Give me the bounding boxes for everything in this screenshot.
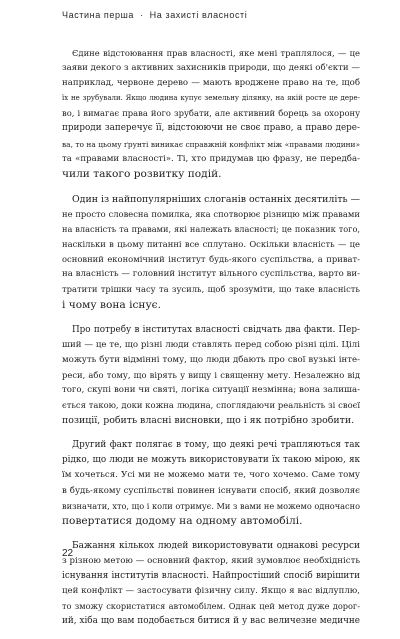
text-line: ва, то на цьому ґрунті виникає справжній конфлікт між «правами людини» — [62, 139, 360, 149]
page-number: 22 — [62, 548, 74, 559]
text-line: наскільки в цьому питанні все сплутано. Оскільки власність — це — [62, 239, 360, 250]
text-line: визначати, хто, що і коли отримує. Ми з вами не можемо одночасно — [62, 500, 360, 511]
text-line: во, і вимагає права його зрубати, але активний борець за охорону — [62, 108, 360, 119]
text-line: їх не зрубували. Якщо людина купує земельну ділянку, на якій росте це дере- — [62, 94, 360, 103]
text-line: з різною метою — основний фактор, який зумовлює необхідність — [62, 555, 360, 566]
text-line: Другий факт полягає в тому, що деякі речі трапляються так — [72, 440, 360, 451]
text-line: того, скупі вони чи святі, логіка ситуації незмінна; вона залиша- — [62, 384, 360, 395]
text-line: Один із найпопулярніших слоганів останніх десятиліть — — [72, 193, 360, 205]
paragraph — [62, 438, 360, 529]
text-line: цей конфлікт — застосувати фізичну силу. Якщо я вас відлуплю, — [62, 586, 360, 597]
text-line: ється такою, доки кожна людина, споглядаючи реальність зі своєї — [62, 400, 360, 411]
text-line: основний економічний інститут будь-якого суспільства, а приват- — [62, 254, 360, 265]
text-line: повертатися додому на одному автомобілі. — [62, 514, 303, 527]
text-line: природи заперечує її, відстоюючи не своє право, а право дере- — [62, 123, 360, 134]
text-line: їм хочеться. Усі ми не можемо мати те, чого хочемо. Саме тому — [62, 470, 360, 481]
text-line: ий, хіба що вам подобається битися й у вас величезне медичне — [62, 616, 360, 627]
running-head — [62, 10, 247, 20]
running-head-chapter: На захисті власності — [149, 10, 248, 20]
text-line: в будь-якому суспільстві повинен існувати спосіб, який дозволяє — [62, 485, 360, 496]
paragraph — [62, 323, 360, 429]
text-line: то зможу скористатися автомобілем. Однак цей метод дуже дорог- — [62, 601, 360, 612]
text-line: позиції, робить власні висновки, що і як потрібно зробити. — [62, 415, 355, 427]
text-line: наприклад, червоне дерево — мають вроджене право на те, щоб — [62, 78, 360, 89]
paragraph — [62, 46, 360, 182]
text-line: можуть бути відмінні тому, що люди дбають про свої вузькі інте- — [62, 354, 360, 365]
running-head-separator: · — [140, 10, 144, 20]
running-head-part: Частина перша — [62, 10, 135, 20]
text-line: Єдине відстоювання прав власності, яке мені траплялося, — це — [72, 48, 360, 58]
text-line: чили такого розвитку подій. — [62, 167, 222, 180]
text-line: і чому вона існує. — [62, 298, 161, 311]
text-line: Бажання кількох людей використовувати однакові ресурси — [72, 540, 360, 551]
text-line: тратити трішки часу та зусиль, щоб зрозуміти, що таке власність — [62, 284, 360, 295]
text-line: на власність та правами, які належать власності; це показник того, — [62, 224, 360, 235]
text-line: на власність — головний інститут вільного суспільства, варто ви- — [62, 269, 360, 280]
text-line: ший — це те, що різні люди ставлять перед собою різні цілі. Цілі — [62, 339, 360, 350]
text-line: не просто словесна помилка, яка спотворює різницю між правами — [62, 208, 360, 219]
body-text — [62, 46, 360, 639]
text-line: існування інститутів власності. Найпростіший спосіб вирішити — [62, 571, 360, 581]
text-line: заяви декого з активних захисників природи, що деякі об'єкти — — [62, 63, 360, 74]
paragraph — [62, 539, 360, 630]
text-line: рідко, що люди не можуть використовувати їх такою мірою, як — [62, 455, 360, 466]
paragraph — [62, 192, 360, 313]
text-line: Про потребу в інститутах власності свідчать два факти. Пер- — [72, 324, 360, 335]
text-line: реси, або тому, що вірять у вищу і священну мету. Незалежно від — [62, 369, 360, 380]
text-line: та «правами власності». Ті, хто придумав цю фразу, не передба- — [62, 153, 360, 164]
